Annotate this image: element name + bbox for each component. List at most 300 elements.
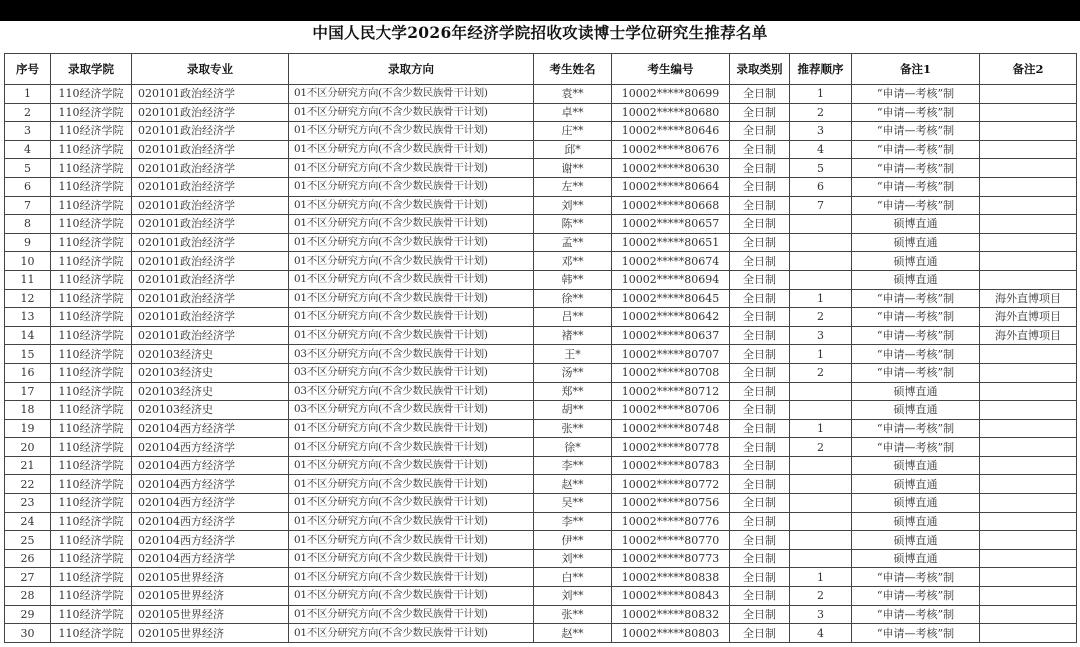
- cell-college: 110经济学院: [51, 605, 132, 624]
- cell-exam-number: 10002*****80676: [612, 140, 730, 159]
- cell-major: 020101政治经济学: [132, 308, 289, 327]
- cell-major: 020101政治经济学: [132, 270, 289, 289]
- cell-note2: [980, 531, 1077, 550]
- cell-index: 5: [5, 159, 51, 178]
- cell-exam-number: 10002*****80776: [612, 512, 730, 531]
- cell-exam-number: 10002*****80668: [612, 196, 730, 215]
- cell-major: 020101政治经济学: [132, 159, 289, 178]
- cell-direction: 01不区分研究方向(不含少数民族骨干计划): [289, 456, 534, 475]
- cell-college: 110经济学院: [51, 326, 132, 345]
- cell-direction: 01不区分研究方向(不含少数民族骨干计划): [289, 103, 534, 122]
- cell-name: 李**: [534, 512, 612, 531]
- cell-note1: “申请—考核”制: [852, 177, 980, 196]
- cell-index: 3: [5, 122, 51, 141]
- table-row: [5, 85, 1077, 104]
- cell-note1: “申请—考核”制: [852, 624, 980, 643]
- cell-index: 26: [5, 549, 51, 568]
- table-row: [5, 605, 1077, 624]
- cell-note1: 硕博直通: [852, 270, 980, 289]
- cell-name: 刘**: [534, 549, 612, 568]
- cell-name: 陈**: [534, 215, 612, 234]
- cell-note1: “申请—考核”制: [852, 196, 980, 215]
- cell-note2: [980, 345, 1077, 364]
- cell-note2: [980, 605, 1077, 624]
- cell-index: 11: [5, 270, 51, 289]
- cell-order: [790, 549, 852, 568]
- cell-name: 王*: [534, 345, 612, 364]
- cell-direction: 01不区分研究方向(不含少数民族骨干计划): [289, 140, 534, 159]
- table-row: [5, 456, 1077, 475]
- cell-category: 全日制: [730, 233, 790, 252]
- cell-note2: [980, 270, 1077, 289]
- cell-major: 020104西方经济学: [132, 531, 289, 550]
- cell-name: 徐*: [534, 438, 612, 457]
- cell-index: 2: [5, 103, 51, 122]
- cell-exam-number: 10002*****80783: [612, 456, 730, 475]
- cell-college: 110经济学院: [51, 196, 132, 215]
- cell-college: 110经济学院: [51, 289, 132, 308]
- cell-category: 全日制: [730, 494, 790, 513]
- cell-direction: 01不区分研究方向(不含少数民族骨干计划): [289, 587, 534, 606]
- cell-index: 8: [5, 215, 51, 234]
- cell-name: 庄**: [534, 122, 612, 141]
- cell-category: 全日制: [730, 270, 790, 289]
- cell-exam-number: 10002*****80630: [612, 159, 730, 178]
- cell-index: 23: [5, 494, 51, 513]
- cell-major: 020104西方经济学: [132, 475, 289, 494]
- cell-name: 徐**: [534, 289, 612, 308]
- cell-name: 张**: [534, 605, 612, 624]
- cell-note2: [980, 512, 1077, 531]
- cell-index: 9: [5, 233, 51, 252]
- cell-direction: 01不区分研究方向(不含少数民族骨干计划): [289, 605, 534, 624]
- cell-college: 110经济学院: [51, 345, 132, 364]
- cell-major: 020101政治经济学: [132, 252, 289, 271]
- cell-note1: 硕博直通: [852, 531, 980, 550]
- cell-college: 110经济学院: [51, 215, 132, 234]
- cell-note1: “申请—考核”制: [852, 419, 980, 438]
- cell-college: 110经济学院: [51, 419, 132, 438]
- cell-category: 全日制: [730, 177, 790, 196]
- cell-name: 郑**: [534, 382, 612, 401]
- cell-direction: 01不区分研究方向(不含少数民族骨干计划): [289, 159, 534, 178]
- cell-exam-number: 10002*****80657: [612, 215, 730, 234]
- table-row: [5, 494, 1077, 513]
- cell-exam-number: 10002*****80706: [612, 401, 730, 420]
- cell-name: 孟**: [534, 233, 612, 252]
- cell-major: 020105世界经济: [132, 605, 289, 624]
- cell-index: 28: [5, 587, 51, 606]
- cell-college: 110经济学院: [51, 456, 132, 475]
- cell-college: 110经济学院: [51, 177, 132, 196]
- cell-exam-number: 10002*****80699: [612, 85, 730, 104]
- cell-order: [790, 215, 852, 234]
- cell-note2: [980, 233, 1077, 252]
- cell-major: 020101政治经济学: [132, 103, 289, 122]
- cell-exam-number: 10002*****80664: [612, 177, 730, 196]
- cell-note1: 硕博直通: [852, 252, 980, 271]
- cell-exam-number: 10002*****80708: [612, 363, 730, 382]
- cell-major: 020101政治经济学: [132, 85, 289, 104]
- cell-note2: [980, 363, 1077, 382]
- cell-order: 2: [790, 587, 852, 606]
- cell-index: 15: [5, 345, 51, 364]
- table-body: [5, 85, 1077, 643]
- cell-note1: “申请—考核”制: [852, 568, 980, 587]
- cell-direction: 01不区分研究方向(不含少数民族骨干计划): [289, 475, 534, 494]
- cell-category: 全日制: [730, 289, 790, 308]
- cell-order: [790, 494, 852, 513]
- cell-note2: [980, 419, 1077, 438]
- cell-major: 020103经济史: [132, 401, 289, 420]
- cell-order: 2: [790, 308, 852, 327]
- table-row: [5, 103, 1077, 122]
- cell-major: 020101政治经济学: [132, 177, 289, 196]
- cell-direction: 01不区分研究方向(不含少数民族骨干计划): [289, 270, 534, 289]
- cell-major: 020101政治经济学: [132, 289, 289, 308]
- col-header-note2: 备注2: [980, 54, 1077, 85]
- table-row: [5, 159, 1077, 178]
- cell-note1: “申请—考核”制: [852, 308, 980, 327]
- cell-name: 吕**: [534, 308, 612, 327]
- cell-exam-number: 10002*****80838: [612, 568, 730, 587]
- cell-note1: “申请—考核”制: [852, 345, 980, 364]
- cell-major: 020104西方经济学: [132, 494, 289, 513]
- cell-exam-number: 10002*****80694: [612, 270, 730, 289]
- cell-index: 1: [5, 85, 51, 104]
- cell-order: [790, 456, 852, 475]
- cell-note2: [980, 401, 1077, 420]
- cell-note2: [980, 122, 1077, 141]
- cell-direction: 01不区分研究方向(不含少数民族骨干计划): [289, 196, 534, 215]
- cell-college: 110经济学院: [51, 270, 132, 289]
- cell-order: 6: [790, 177, 852, 196]
- cell-category: 全日制: [730, 624, 790, 643]
- cell-category: 全日制: [730, 196, 790, 215]
- cell-index: 25: [5, 531, 51, 550]
- cell-college: 110经济学院: [51, 103, 132, 122]
- cell-note1: 硕博直通: [852, 456, 980, 475]
- cell-note1: “申请—考核”制: [852, 438, 980, 457]
- cell-college: 110经济学院: [51, 531, 132, 550]
- cell-note1: 硕博直通: [852, 512, 980, 531]
- cell-category: 全日制: [730, 345, 790, 364]
- cell-direction: 01不区分研究方向(不含少数民族骨干计划): [289, 419, 534, 438]
- cell-order: 4: [790, 140, 852, 159]
- cell-order: [790, 252, 852, 271]
- table-row: [5, 531, 1077, 550]
- cell-index: 29: [5, 605, 51, 624]
- cell-name: 卓**: [534, 103, 612, 122]
- cell-note2: [980, 85, 1077, 104]
- cell-note1: “申请—考核”制: [852, 605, 980, 624]
- cell-index: 4: [5, 140, 51, 159]
- cell-exam-number: 10002*****80645: [612, 289, 730, 308]
- cell-note1: 硕博直通: [852, 549, 980, 568]
- cell-major: 020101政治经济学: [132, 326, 289, 345]
- cell-direction: 01不区分研究方向(不含少数民族骨干计划): [289, 177, 534, 196]
- cell-exam-number: 10002*****80651: [612, 233, 730, 252]
- cell-note1: 硕博直通: [852, 233, 980, 252]
- cell-note1: 硕博直通: [852, 382, 980, 401]
- cell-exam-number: 10002*****80642: [612, 308, 730, 327]
- cell-major: 020104西方经济学: [132, 512, 289, 531]
- cell-category: 全日制: [730, 512, 790, 531]
- cell-order: 3: [790, 122, 852, 141]
- cell-index: 10: [5, 252, 51, 271]
- cell-exam-number: 10002*****80707: [612, 345, 730, 364]
- cell-name: 邱*: [534, 140, 612, 159]
- cell-category: 全日制: [730, 401, 790, 420]
- cell-index: 17: [5, 382, 51, 401]
- cell-note2: [980, 549, 1077, 568]
- cell-note2: [980, 587, 1077, 606]
- cell-category: 全日制: [730, 382, 790, 401]
- col-header-exam-number: 考生编号: [612, 54, 730, 85]
- cell-category: 全日制: [730, 419, 790, 438]
- cell-index: 24: [5, 512, 51, 531]
- table-header: [5, 54, 1077, 85]
- table-row: [5, 624, 1077, 643]
- cell-order: [790, 512, 852, 531]
- cell-note1: “申请—考核”制: [852, 103, 980, 122]
- cell-exam-number: 10002*****80770: [612, 531, 730, 550]
- table-row: [5, 587, 1077, 606]
- cell-college: 110经济学院: [51, 308, 132, 327]
- cell-college: 110经济学院: [51, 587, 132, 606]
- cell-category: 全日制: [730, 363, 790, 382]
- cell-category: 全日制: [730, 140, 790, 159]
- cell-index: 14: [5, 326, 51, 345]
- cell-name: 左**: [534, 177, 612, 196]
- col-header-order: 推荐顺序: [790, 54, 852, 85]
- cell-category: 全日制: [730, 159, 790, 178]
- cell-note2: [980, 140, 1077, 159]
- cell-exam-number: 10002*****80772: [612, 475, 730, 494]
- cell-note2: [980, 456, 1077, 475]
- cell-college: 110经济学院: [51, 252, 132, 271]
- cell-exam-number: 10002*****80680: [612, 103, 730, 122]
- cell-college: 110经济学院: [51, 382, 132, 401]
- cell-order: [790, 270, 852, 289]
- cell-note2: 海外直博项目: [980, 289, 1077, 308]
- cell-major: 020104西方经济学: [132, 438, 289, 457]
- cell-name: 褚**: [534, 326, 612, 345]
- cell-direction: 01不区分研究方向(不含少数民族骨干计划): [289, 568, 534, 587]
- cell-note2: [980, 475, 1077, 494]
- cell-order: 1: [790, 345, 852, 364]
- col-header-college: 录取学院: [51, 54, 132, 85]
- cell-direction: 01不区分研究方向(不含少数民族骨干计划): [289, 122, 534, 141]
- cell-direction: 01不区分研究方向(不含少数民族骨干计划): [289, 494, 534, 513]
- cell-index: 7: [5, 196, 51, 215]
- table-row: [5, 419, 1077, 438]
- cell-index: 13: [5, 308, 51, 327]
- cell-direction: 01不区分研究方向(不含少数民族骨干计划): [289, 512, 534, 531]
- cell-exam-number: 10002*****80843: [612, 587, 730, 606]
- cell-note2: [980, 196, 1077, 215]
- cell-order: 2: [790, 438, 852, 457]
- cell-name: 刘**: [534, 196, 612, 215]
- cell-order: 4: [790, 624, 852, 643]
- cell-note2: 海外直博项目: [980, 308, 1077, 327]
- cell-index: 27: [5, 568, 51, 587]
- cell-order: 7: [790, 196, 852, 215]
- cell-note2: [980, 252, 1077, 271]
- cell-order: 1: [790, 419, 852, 438]
- col-header-name: 考生姓名: [534, 54, 612, 85]
- cell-name: 李**: [534, 456, 612, 475]
- table-row: [5, 326, 1077, 345]
- document-title: 中国人民大学2026年经济学院招收攻读博士学位研究生推荐名单: [312, 23, 768, 42]
- cell-note1: “申请—考核”制: [852, 587, 980, 606]
- cell-major: 020101政治经济学: [132, 140, 289, 159]
- table-row: [5, 549, 1077, 568]
- cell-exam-number: 10002*****80712: [612, 382, 730, 401]
- cell-category: 全日制: [730, 103, 790, 122]
- cell-order: [790, 233, 852, 252]
- cell-exam-number: 10002*****80803: [612, 624, 730, 643]
- table-row: [5, 382, 1077, 401]
- table-row: [5, 215, 1077, 234]
- table-row: [5, 252, 1077, 271]
- cell-exam-number: 10002*****80646: [612, 122, 730, 141]
- cell-category: 全日制: [730, 85, 790, 104]
- cell-category: 全日制: [730, 308, 790, 327]
- cell-major: 020104西方经济学: [132, 549, 289, 568]
- cell-note1: 硕博直通: [852, 401, 980, 420]
- table-row: [5, 289, 1077, 308]
- cell-direction: 03不区分研究方向(不含少数民族骨干计划): [289, 382, 534, 401]
- cell-college: 110经济学院: [51, 568, 132, 587]
- cell-note1: “申请—考核”制: [852, 122, 980, 141]
- recommendation-table: [4, 53, 1077, 643]
- cell-note2: [980, 103, 1077, 122]
- cell-note1: “申请—考核”制: [852, 159, 980, 178]
- cell-order: 5: [790, 159, 852, 178]
- cell-order: 2: [790, 363, 852, 382]
- cell-note2: [980, 494, 1077, 513]
- cell-direction: 01不区分研究方向(不含少数民族骨干计划): [289, 252, 534, 271]
- cell-category: 全日制: [730, 568, 790, 587]
- cell-major: 020103经济史: [132, 363, 289, 382]
- cell-college: 110经济学院: [51, 122, 132, 141]
- cell-direction: 01不区分研究方向(不含少数民族骨干计划): [289, 326, 534, 345]
- cell-note1: “申请—考核”制: [852, 289, 980, 308]
- cell-note2: 海外直博项目: [980, 326, 1077, 345]
- cell-direction: 03不区分研究方向(不含少数民族骨干计划): [289, 345, 534, 364]
- cell-college: 110经济学院: [51, 494, 132, 513]
- cell-direction: 01不区分研究方向(不含少数民族骨干计划): [289, 233, 534, 252]
- cell-category: 全日制: [730, 605, 790, 624]
- cell-note1: “申请—考核”制: [852, 85, 980, 104]
- table-row: [5, 270, 1077, 289]
- cell-category: 全日制: [730, 549, 790, 568]
- cell-category: 全日制: [730, 215, 790, 234]
- cell-college: 110经济学院: [51, 624, 132, 643]
- cell-note2: [980, 177, 1077, 196]
- cell-order: 1: [790, 85, 852, 104]
- table-row: [5, 233, 1077, 252]
- cell-exam-number: 10002*****80637: [612, 326, 730, 345]
- table-row: [5, 475, 1077, 494]
- cell-note2: [980, 159, 1077, 178]
- cell-college: 110经济学院: [51, 85, 132, 104]
- cell-name: 伊**: [534, 531, 612, 550]
- cell-college: 110经济学院: [51, 549, 132, 568]
- cell-index: 21: [5, 456, 51, 475]
- cell-direction: 01不区分研究方向(不含少数民族骨干计划): [289, 438, 534, 457]
- cell-index: 20: [5, 438, 51, 457]
- cell-name: 韩**: [534, 270, 612, 289]
- cell-note2: [980, 382, 1077, 401]
- cell-direction: 01不区分研究方向(不含少数民族骨干计划): [289, 215, 534, 234]
- cell-order: [790, 401, 852, 420]
- table-row: [5, 122, 1077, 141]
- cell-major: 020101政治经济学: [132, 122, 289, 141]
- cell-major: 020101政治经济学: [132, 233, 289, 252]
- cell-direction: 03不区分研究方向(不含少数民族骨干计划): [289, 401, 534, 420]
- cell-category: 全日制: [730, 475, 790, 494]
- cell-category: 全日制: [730, 122, 790, 141]
- cell-note2: [980, 624, 1077, 643]
- cell-major: 020103经济史: [132, 382, 289, 401]
- top-black-bar: [0, 0, 1080, 21]
- cell-name: 赵**: [534, 624, 612, 643]
- cell-category: 全日制: [730, 252, 790, 271]
- cell-major: 020105世界经济: [132, 624, 289, 643]
- col-header-note1: 备注1: [852, 54, 980, 85]
- cell-college: 110经济学院: [51, 438, 132, 457]
- cell-name: 刘**: [534, 587, 612, 606]
- cell-name: 汤**: [534, 363, 612, 382]
- cell-name: 张**: [534, 419, 612, 438]
- cell-index: 19: [5, 419, 51, 438]
- cell-exam-number: 10002*****80778: [612, 438, 730, 457]
- cell-direction: 01不区分研究方向(不含少数民族骨干计划): [289, 308, 534, 327]
- cell-note1: 硕博直通: [852, 215, 980, 234]
- cell-exam-number: 10002*****80756: [612, 494, 730, 513]
- cell-college: 110经济学院: [51, 233, 132, 252]
- cell-college: 110经济学院: [51, 140, 132, 159]
- cell-category: 全日制: [730, 438, 790, 457]
- cell-note2: [980, 438, 1077, 457]
- cell-order: 3: [790, 326, 852, 345]
- header-row: [5, 54, 1077, 85]
- cell-index: 22: [5, 475, 51, 494]
- col-header-index: 序号: [5, 54, 51, 85]
- cell-major: 020101政治经济学: [132, 215, 289, 234]
- cell-direction: 01不区分研究方向(不含少数民族骨干计划): [289, 624, 534, 643]
- cell-exam-number: 10002*****80674: [612, 252, 730, 271]
- cell-exam-number: 10002*****80832: [612, 605, 730, 624]
- table-row: [5, 401, 1077, 420]
- cell-direction: 01不区分研究方向(不含少数民族骨干计划): [289, 85, 534, 104]
- cell-note1: “申请—考核”制: [852, 363, 980, 382]
- cell-order: 3: [790, 605, 852, 624]
- cell-name: 邓**: [534, 252, 612, 271]
- table-row: [5, 140, 1077, 159]
- cell-order: 1: [790, 568, 852, 587]
- cell-order: 2: [790, 103, 852, 122]
- cell-category: 全日制: [730, 326, 790, 345]
- cell-major: 020104西方经济学: [132, 456, 289, 475]
- cell-name: 谢**: [534, 159, 612, 178]
- cell-name: 白**: [534, 568, 612, 587]
- cell-name: 吴**: [534, 494, 612, 513]
- cell-index: 12: [5, 289, 51, 308]
- cell-name: 胡**: [534, 401, 612, 420]
